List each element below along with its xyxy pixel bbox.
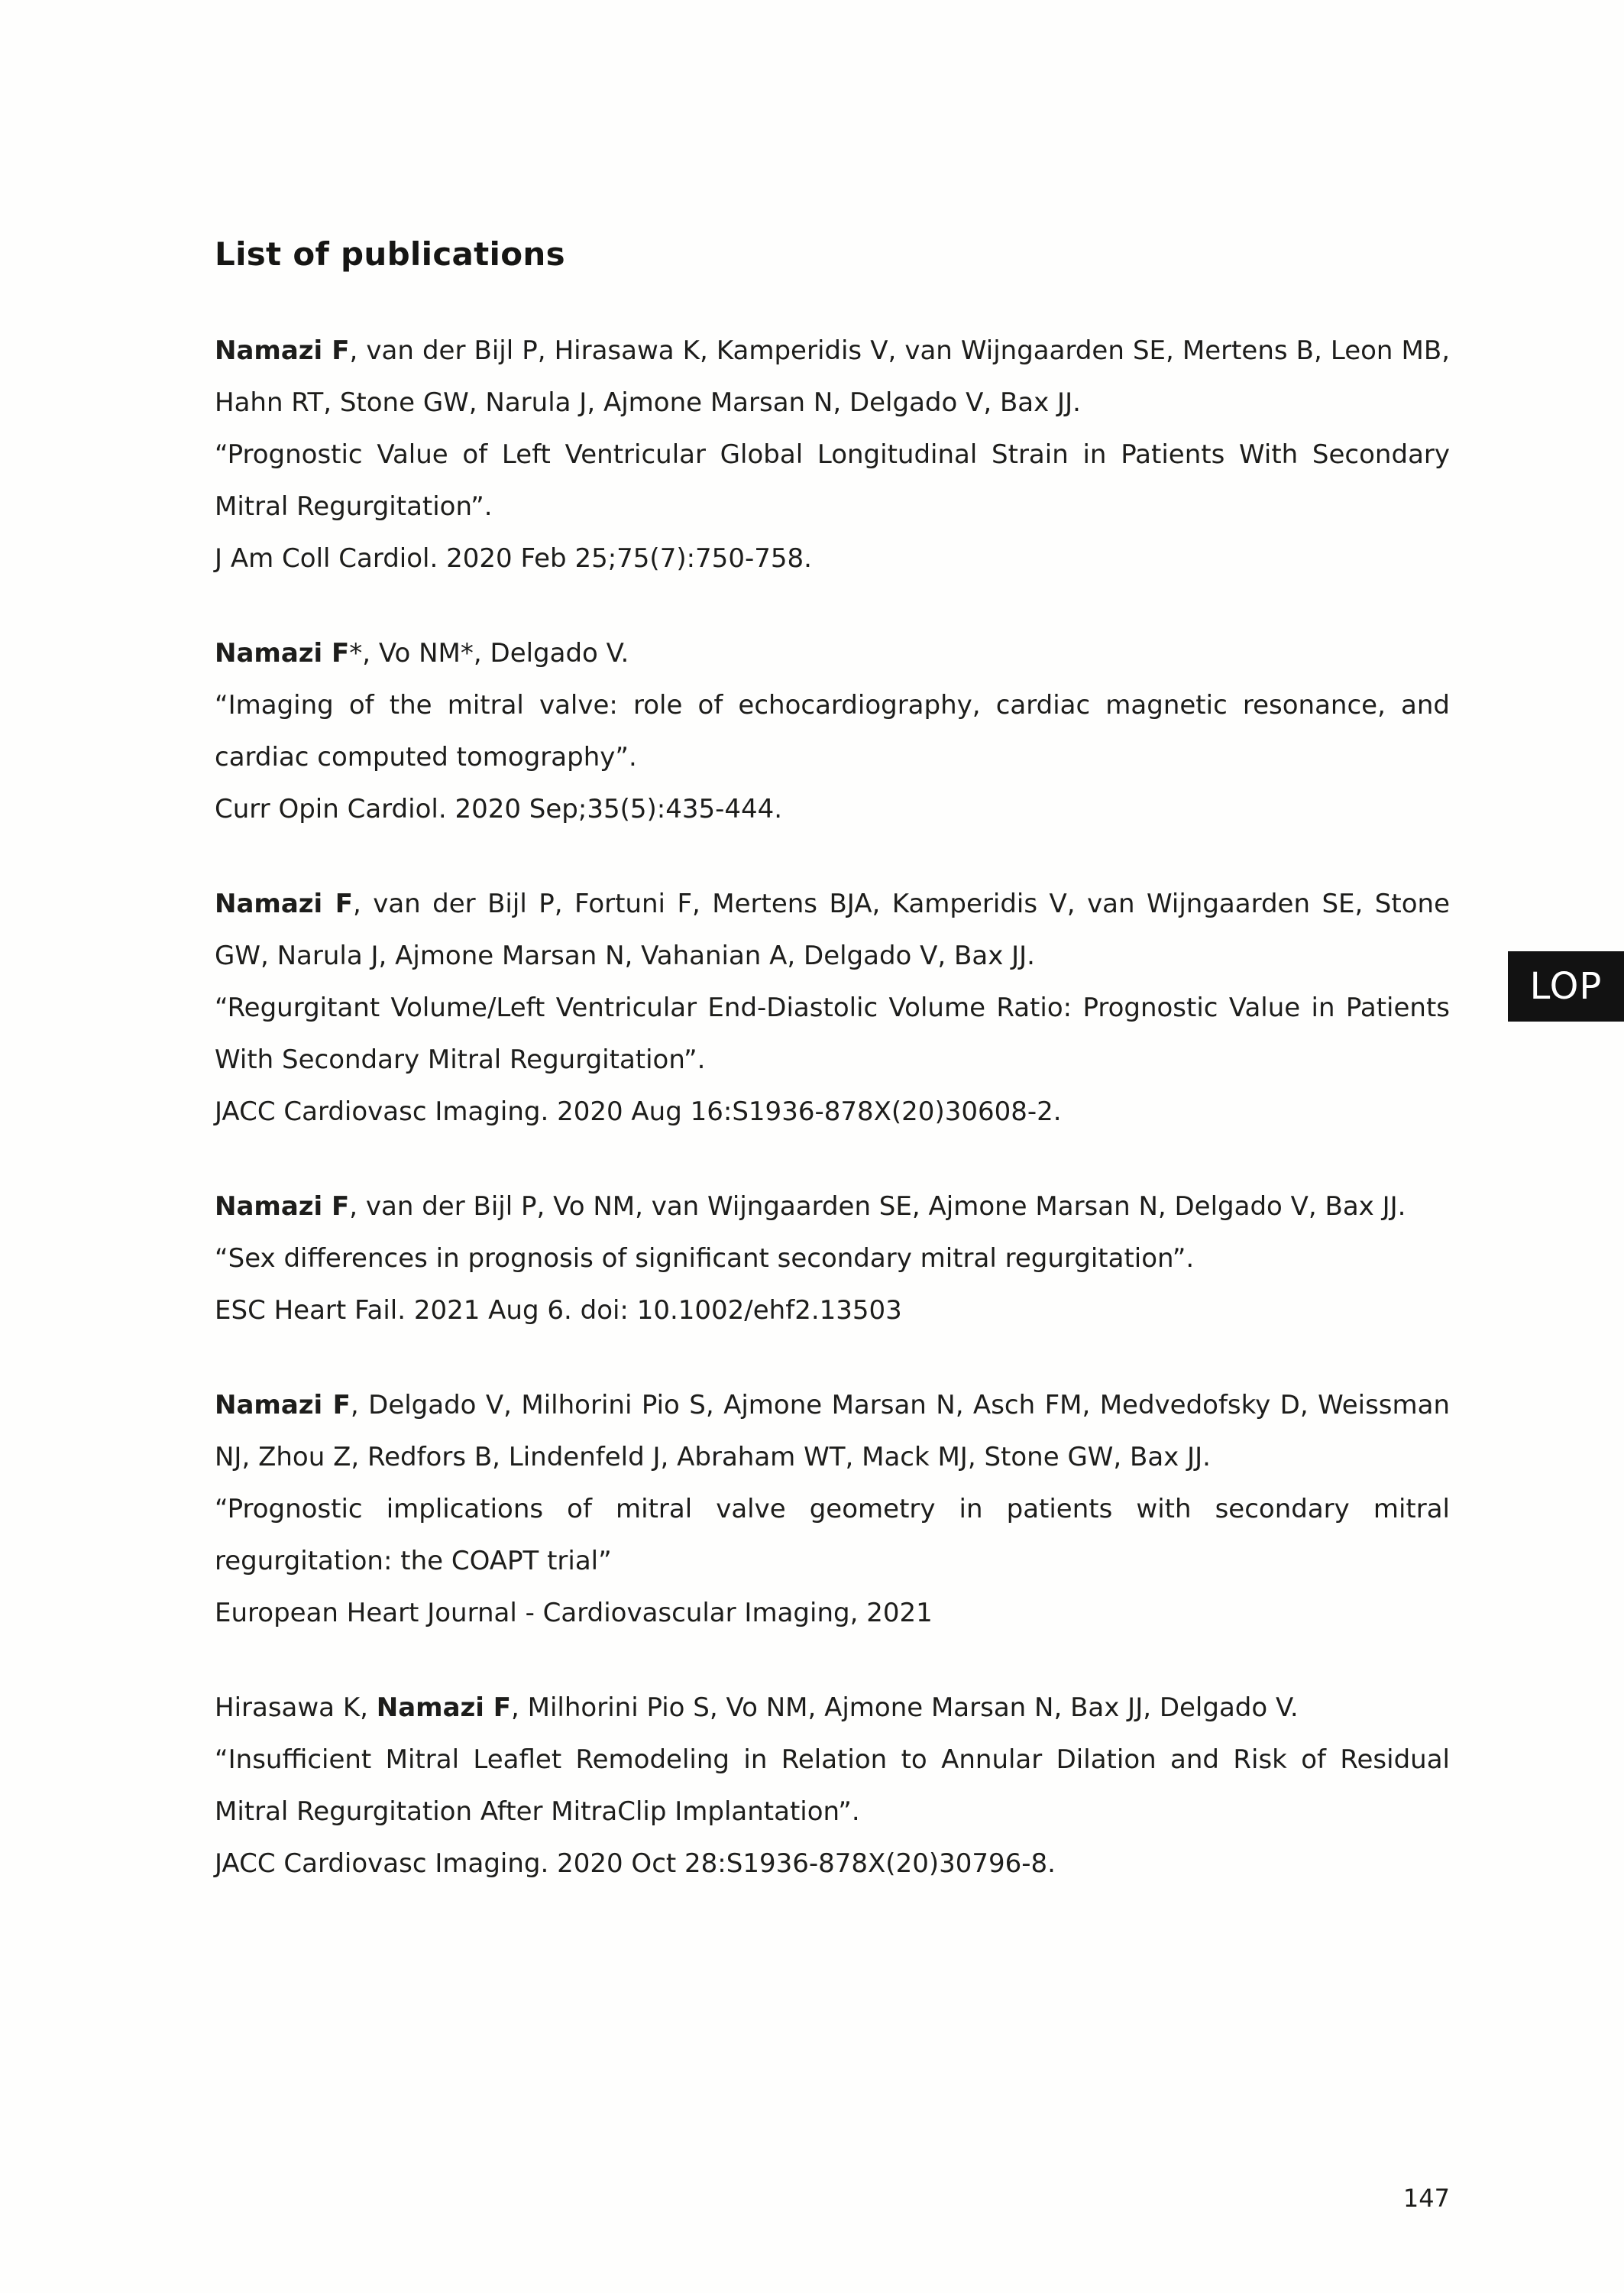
author-highlight: Namazi F <box>215 1390 351 1420</box>
author-text: , van der Bijl P, Hirasawa K, Kamperidis V, van Wijngaarden SE, Mertens B, Leon MB, Hahn RT, Stone GW, Narula J, Ajmone Marsan N, Delgado V, Bax JJ. <box>215 335 1450 418</box>
author-highlight: Namazi F <box>215 638 350 669</box>
publication-authors <box>215 1379 1450 1483</box>
publication-title: “Prognostic Value of Left Ventricular Global Longitudinal Strain in Patients With Secondary Mitral Regurgitation”. <box>215 439 1450 522</box>
author-text: , Milhorini Pio S, Vo NM, Ajmone Marsan N, Bax JJ, Delgado V. <box>511 1692 1299 1723</box>
publication-title: “Sex differences in prognosis of significant secondary mitral regurgitation”. <box>215 1243 1195 1274</box>
publication-journal: JACC Cardiovasc Imaging. 2020 Oct 28:S1936-878X(20)30796-8. <box>215 1848 1056 1879</box>
page-title: List of publications <box>215 235 565 273</box>
publication-entry <box>215 627 1450 835</box>
publication-journal: J Am Coll Cardiol. 2020 Feb 25;75(7):750-758. <box>215 543 812 574</box>
author-text: , van der Bijl P, Vo NM, van Wijngaarden SE, Ajmone Marsan N, Delgado V, Bax JJ. <box>349 1191 1406 1222</box>
publication-authors <box>215 878 1450 982</box>
publication-title: “Regurgitant Volume/Left Ventricular End-Diastolic Volume Ratio: Prognostic Value in Patients With Secondary Mitral Regurgitation”. <box>215 993 1450 1075</box>
author-text: , Delgado V, Milhorini Pio S, Ajmone Marsan N, Asch FM, Medvedofsky D, Weissman NJ, Zhou Z, Redfors B, Lindenfeld J, Abraham WT, Mack MJ, Stone GW, Bax JJ. <box>215 1390 1450 1472</box>
publication-journal: Curr Opin Cardiol. 2020 Sep;35(5):435-444. <box>215 794 783 824</box>
publication-journal: JACC Cardiovasc Imaging. 2020 Aug 16:S1936-878X(20)30608-2. <box>215 1096 1062 1127</box>
publication-list <box>215 325 1450 1932</box>
publication-entry <box>215 1682 1450 1890</box>
publication-authors <box>215 325 1450 429</box>
publication-title: “Imaging of the mitral valve: role of echocardiography, cardiac magnetic resonance, and cardiac computed tomography”. <box>215 690 1450 772</box>
publication-title: “Prognostic implications of mitral valve geometry in patients with secondary mitral regurgitation: the COAPT trial” <box>215 1494 1450 1576</box>
author-text: *, Vo NM*, Delgado V. <box>349 638 629 669</box>
author-highlight: Namazi F <box>215 889 353 919</box>
author-text: , van der Bijl P, Fortuni F, Mertens BJA, Kamperidis V, van Wijngaarden SE, Stone GW, Narula J, Ajmone Marsan N, Vahanian A, Delgado V, Bax JJ. <box>215 889 1450 971</box>
author-text: Hirasawa K, <box>215 1692 377 1723</box>
publication-entry <box>215 325 1450 585</box>
publication-entry <box>215 878 1450 1138</box>
author-highlight: Namazi F <box>376 1692 512 1723</box>
publication-journal: European Heart Journal - Cardiovascular Imaging, 2021 <box>215 1598 933 1628</box>
publication-entry <box>215 1181 1450 1336</box>
publication-entry <box>215 1379 1450 1639</box>
author-highlight: Namazi F <box>215 1191 350 1222</box>
publication-title: “Insufficient Mitral Leaflet Remodeling in Relation to Annular Dilation and Risk of Residual Mitral Regurgitation After MitraClip Implantation”. <box>215 1744 1450 1827</box>
publication-authors <box>215 1682 1450 1734</box>
publication-authors <box>215 627 1450 679</box>
page-number: 147 <box>1402 2184 1450 2213</box>
publication-authors <box>215 1181 1450 1232</box>
section-tab-lop <box>1508 951 1624 1022</box>
author-highlight: Namazi F <box>215 335 350 366</box>
section-tab-label: LOP <box>1529 965 1603 1008</box>
publication-journal: ESC Heart Fail. 2021 Aug 6. doi: 10.1002/ehf2.13503 <box>215 1295 902 1326</box>
